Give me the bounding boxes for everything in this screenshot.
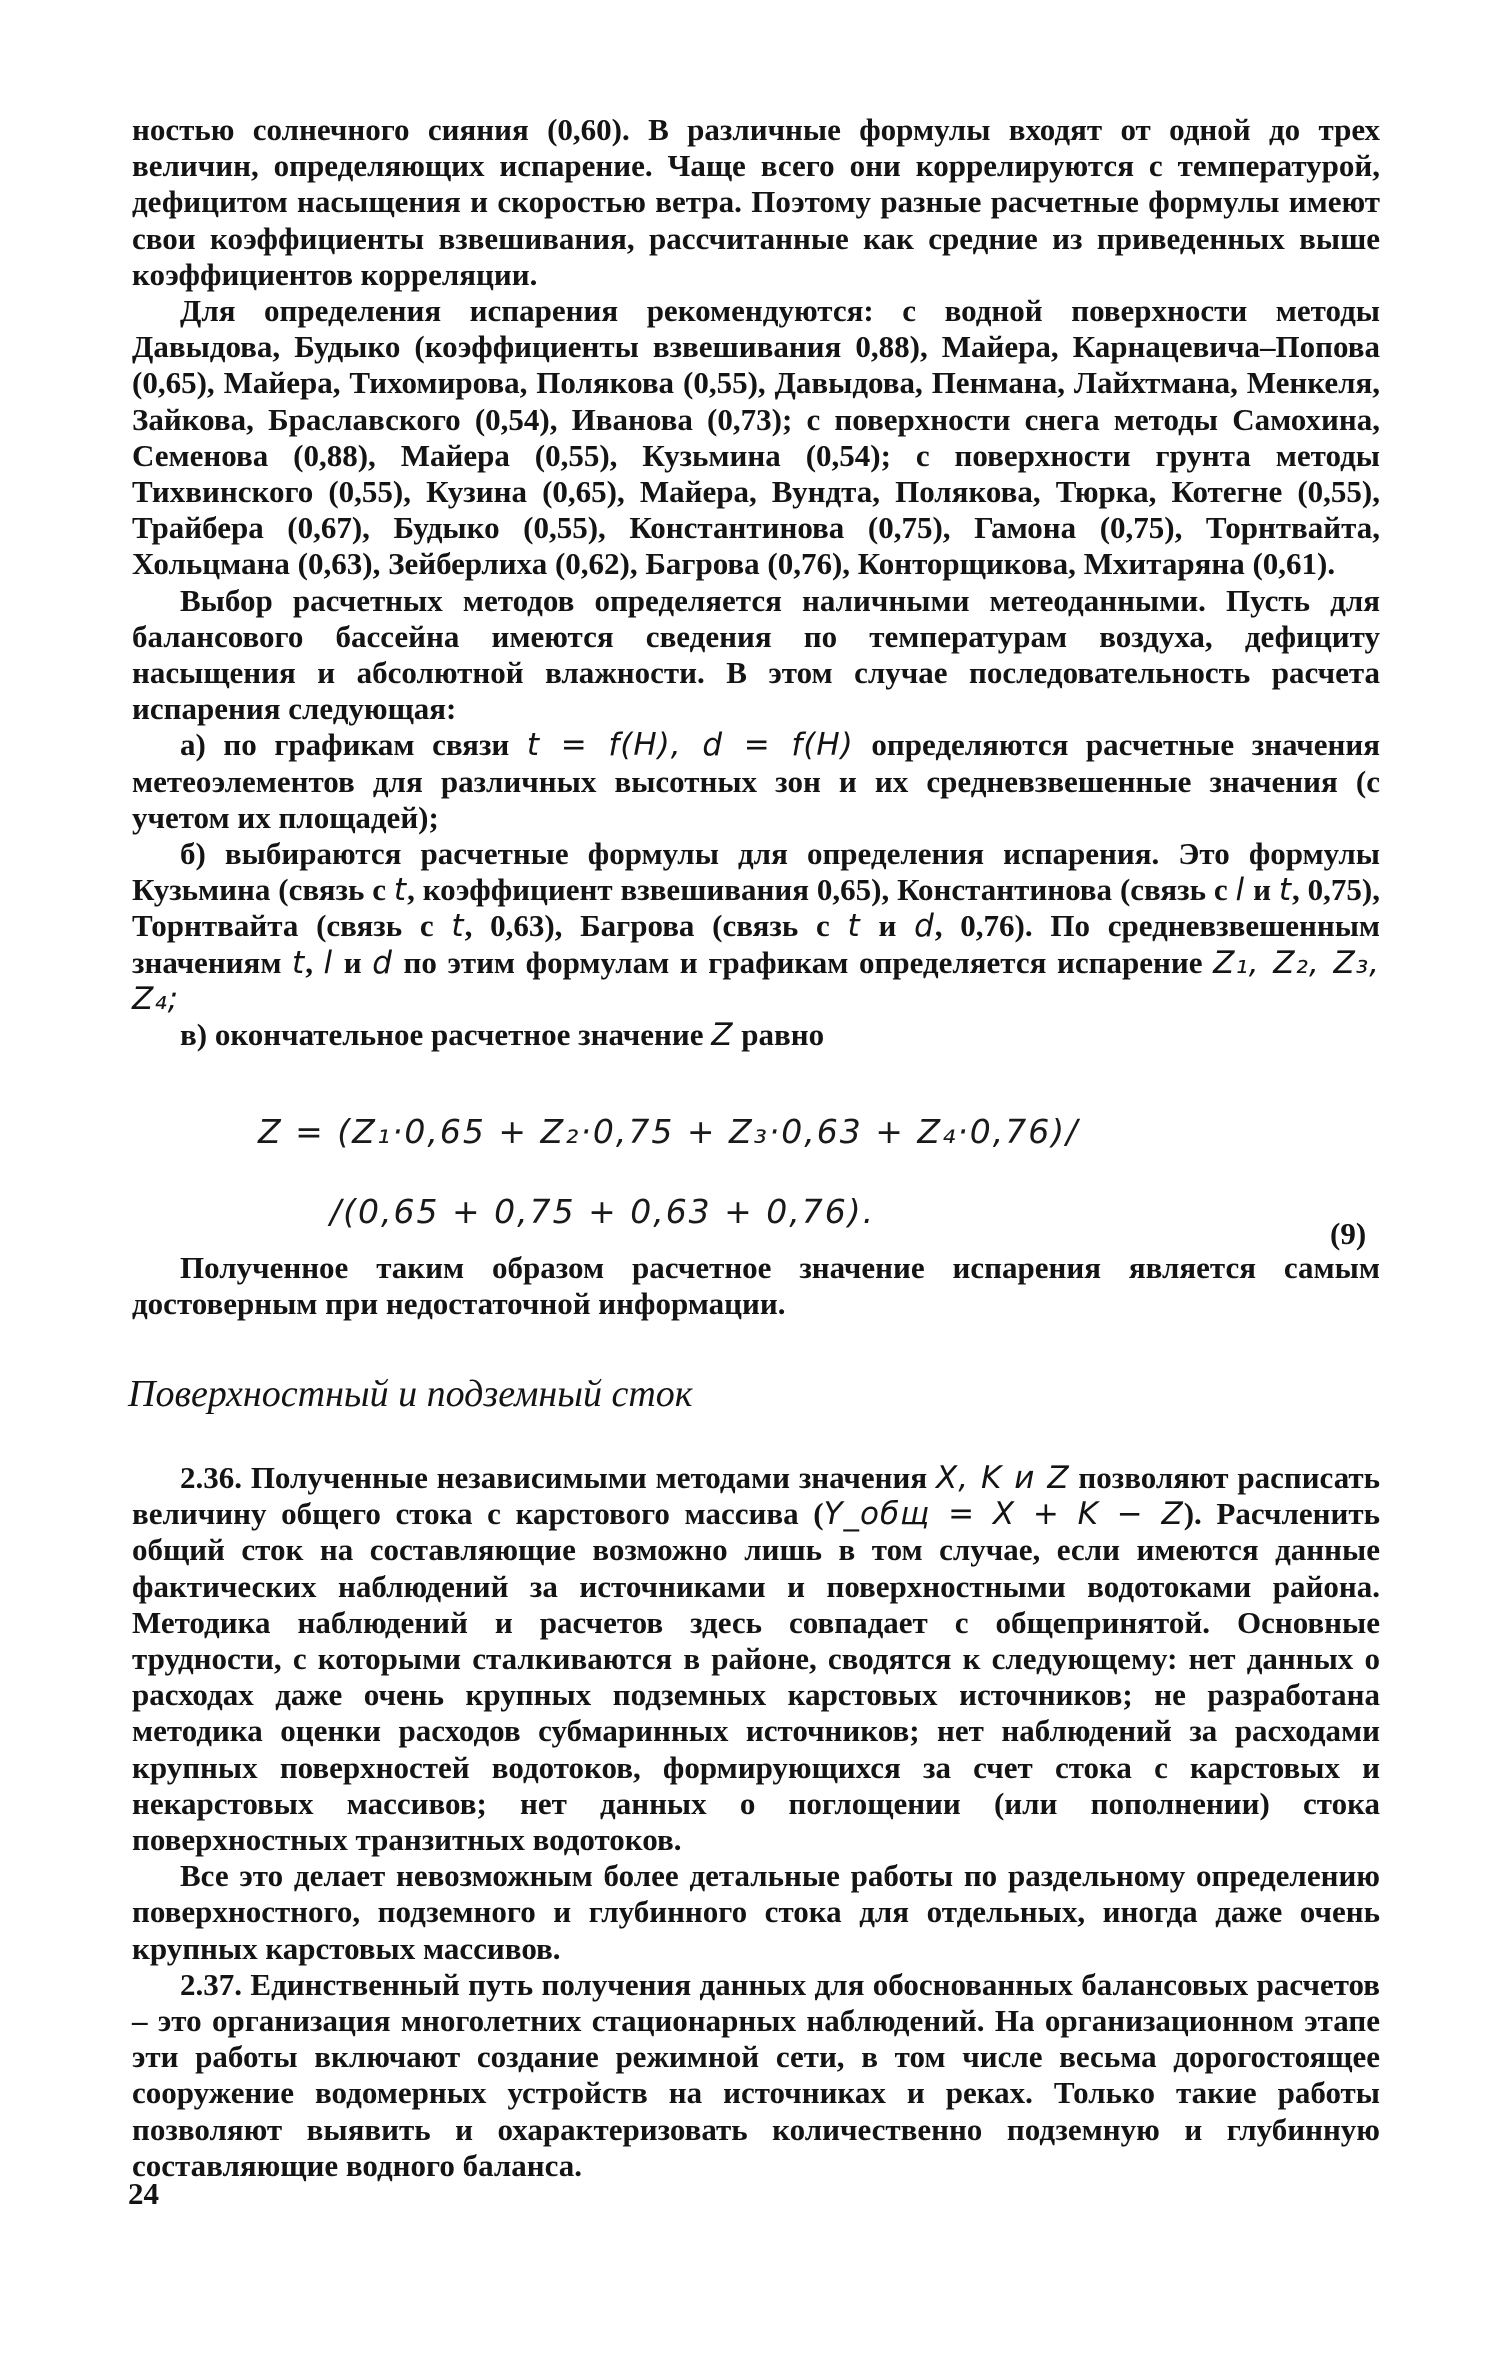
item-b-and: и [1253, 872, 1271, 908]
item-c-sym: Z [711, 1017, 734, 1054]
item-b-and-3: и [343, 944, 362, 980]
section-heading: Поверхностный и подземный сток [128, 1373, 693, 1415]
item-b-sym-d: d [914, 908, 935, 945]
item-b-part2: , коэффициент взвешивания 0,65), Константинова (связь с [407, 872, 1228, 908]
item-b-sym-t-2: t [1278, 872, 1293, 909]
item-b-sym-t-4: t [847, 908, 861, 945]
item-a [132, 727, 1380, 836]
formula-line-1: Z = (Z₁·0,65 + Z₂·0,75 + Z₃·0,63 + Z₄·0,76)/ [258, 1112, 1080, 1151]
paragraph-choice: Выбор расчетных методов определяется наличными метеоданными. Пусть для балансового бассейна имеются сведения по температурам воздуха, дефициту насыщения и абсолютной влажности. В этом случае последовательность расчета испарения следующая: [132, 582, 1380, 727]
item-b-sym-t-3: t [451, 908, 465, 945]
paragraph-reliable: Полученное таким образом расчетное значение испарения является самым достоверным при недостаточной информации. [132, 1250, 1380, 1322]
item-b-z-list: Z₁, Z₂, Z₃, Z₄; [132, 944, 1381, 1017]
page-number: 24 [128, 2176, 159, 2211]
section-2-37: 2.37. Единственный путь получения данных для обоснованных балансовых расчетов – это организация многолетних стационарных наблюдений. На организационном этапе эти работы включают создание режимной сети, в том числе весьма дорогостоящее сооружение водомерных устройств на источниках и реках. Только такие работы позволяют выявить и охарактеризовать количественно подземную и глубинную составляющие водного баланса. [132, 1966, 1380, 2183]
text-block-after-formula [132, 1250, 1380, 1322]
paragraph-sunshine: ностью солнечного сияния (0,60). В различные формулы входят от одной до трех величин, определяющих испарение. Чаще всего они коррелируются с температурой, дефицитом насыщения и скоростью ветра. Поэтому разные расчетные формулы имеют свои коэффициенты взвешивания, рассчитанные как средние из приведенных выше коэффициентов корреляции. [132, 112, 1380, 292]
item-b-comma: , [305, 944, 313, 980]
section-2-36-lead: 2.36. Полученные независимыми методами значения [180, 1460, 928, 1495]
section-2-36-vars: X, K и Z [936, 1460, 1070, 1496]
formula-line-2: /(0,65 + 0,75 + 0,63 + 0,76). [330, 1192, 876, 1231]
section-2-36-rest: ). Расчленить общий сток на составляющие возможно лишь в том случае, если имеются данные фактических наблюдений за источниками и поверхностными водотоками района. Методика наблюдений и расчетов здесь совпадает с общепринятой. Основные трудности, с которыми сталкиваются в районе, сводятся к следующему: нет данных о расходах даже очень крупных подземных карстовых источников; не разработана методика оценки расходов субмаринных источников; нет наблюдений за расходами крупных поверхностей водотоков, формирующихся за счет стока с карстовых и некарстовых массивов; нет данных о поглощении (или пополнении) стока поверхностных транзитных водотоков. [132, 1496, 1380, 1858]
item-c-after: равно [741, 1017, 825, 1053]
item-a-after: определяются расчетные значения метеоэлементов для различных высотных зон и их средневзвешенные значения (с учетом их площадей); [132, 727, 1381, 835]
item-b [132, 836, 1380, 1017]
item-b-sym-d-2: d [372, 944, 393, 981]
item-a-before: а) по графикам связи [180, 727, 510, 763]
item-b-part6: по этим формулам и графикам определяется испарение [403, 944, 1203, 980]
item-b-sym-t: t [393, 872, 408, 909]
item-b-sym-l-2: l [323, 944, 334, 981]
section-2-36-mid: позволяют расписать величину общего стока с карстового массива ( [132, 1460, 1381, 1532]
paragraph-all-this: Все это делает невозможным более детальные работы по раздельному определению поверхностного, подземного и глубинного стока для отдельных, иногда даже очень крупных карстовых массивов. [132, 1858, 1380, 1966]
item-a-relation: t = f(H), d = f(H) [526, 727, 854, 764]
item-b-sym-t-5: t [292, 944, 306, 981]
item-b-and-2: и [878, 908, 897, 944]
section-2-36-equation: Y_общ = X + K − Z [823, 1496, 1184, 1533]
section-2-36 [132, 1460, 1380, 1858]
item-b-part5: , 0,76). По средневзвешенным значениям [132, 908, 1381, 980]
item-c-text: в) окончательное расчетное значение [180, 1017, 704, 1053]
text-block-top [132, 112, 1380, 1053]
paragraph-methods: Для определения испарения рекомендуются: с водной поверхности методы Давыдова, Будыко (коэффициенты взвешивания 0,88), Майера, Карнацевича–Попова (0,65), Майера, Тихомирова, Полякова (0,55), Давыдова, Пенмана, Лайхтмана, Менкеля, Зайкова, Браславского (0,54), Иванова (0,73); с поверхности снега методы Самохина, Семенова (0,88), Майера (0,55), Кузьмина (0,54); с поверхности грунта методы Тихвинского (0,55), Кузина (0,65), Майера, Вундта, Полякова, Тюрка, Котегне (0,55), Трайбера (0,67), Будыко (0,55), Константинова (0,75), Гамона (0,75), Торнтвайта, Хольцмана (0,63), Зейберлиха (0,62), Багрова (0,76), Конторщикова, Мхитаряна (0,61). [132, 293, 1380, 582]
item-c [132, 1017, 1380, 1053]
item-b-part1: б) выбираются расчетные формулы для определения испарения. Это формулы Кузьмина (связь с [132, 836, 1380, 908]
equation-number: (9) [1330, 1216, 1367, 1251]
text-block-bottom [132, 1460, 1380, 2184]
item-b-part3: , 0,75), Торнтвайта (связь с [132, 872, 1380, 944]
item-b-sym-l: l [1235, 872, 1246, 909]
item-b-part4: , 0,63), Багрова (связь с [464, 908, 830, 944]
